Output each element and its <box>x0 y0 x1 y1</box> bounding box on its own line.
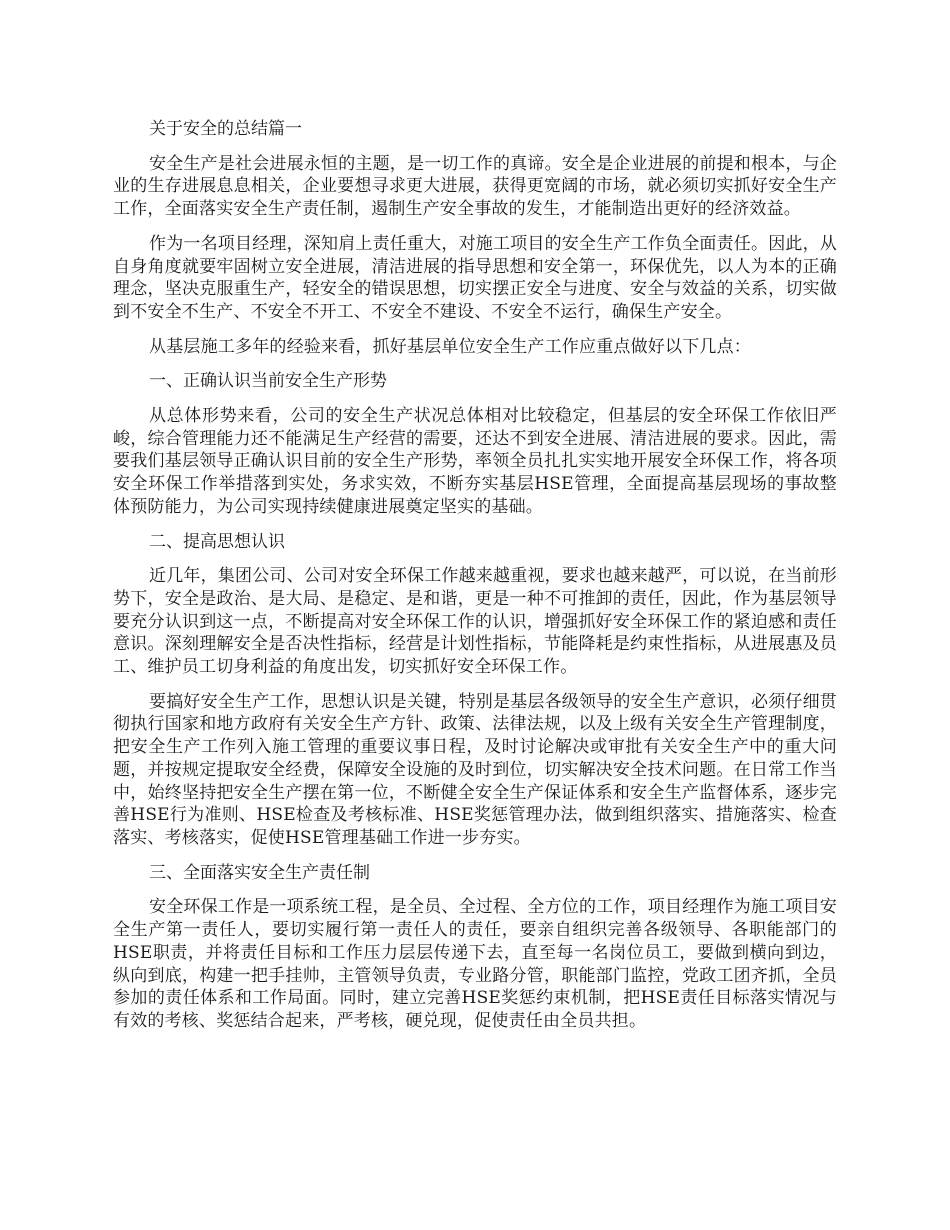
document-page <box>113 118 837 1045</box>
paragraph-2: 作为一名项目经理，深知肩上责任重大，对施工项目的安全生产工作负全面责任。因此，从自身角度就要牢固树立安全进展，清洁进展的指导思想和安全第一，环保优先，以人为本的正确理念，坚决克服重生产，轻安全的错误思想，切实摆正安全与进度、安全与效益的关系，切实做到不安全不生产、不安全不开工、不安全不建设、不安全不运行，确保生产安全。 <box>113 233 837 322</box>
document-title: 关于安全的总结篇一 <box>149 119 302 139</box>
paragraph-5: 近几年，集团公司、公司对安全环保工作越来越重视，要求也越来越严，可以说，在当前形势下，安全是政治、是大局、是稳定、是和谐，更是一种不可推卸的责任，因此，作为基层领导要充分认识到这一点，不断提高对安全环保工作的认识，增强抓好安全环保工作的紧迫感和责任意识。深刻理解安全是否决性指标，经营是计划性指标，节能降耗是约束性指标，从进展惠及员工、维护员工切身利益的角度出发，切实抓好安全环保工作。 <box>113 566 837 678</box>
paragraph-1: 安全生产是社会进展永恒的主题，是一切工作的真谛。安全是企业进展的前提和根本，与企业的生存进展息息相关，企业要想寻求更大进展，获得更宽阔的市场，就必须切实抓好安全生产工作，全面落实安全生产责任制，遏制生产安全事故的发生，才能制造出更好的经济效益。 <box>113 153 837 220</box>
paragraph-7: 安全环保工作是一项系统工程，是全员、全过程、全方位的工作，项目经理作为施工项目安全生产第一责任人，要切实履行第一责任人的责任，要亲自组织完善各级领导、各职能部门的HSE职责，并将责任目标和工作压力层层传递下去，直至每一名岗位员工，要做到横向到边，纵向到底，构建一把手挂帅，主管领导负责，专业路分管，职能部门监控，党政工团齐抓，全员参加的责任体系和工作局面。同时，建立完善HSE奖惩约束机制，把HSE责任目标落实情况与有效的考核、奖惩结合起来，严考核，硬兑现，促使责任由全员共担。 <box>113 897 837 1031</box>
paragraph-6: 要搞好安全生产工作，思想认识是关键，特别是基层各级领导的安全生产意识，必须仔细贯彻执行国家和地方政府有关安全生产方针、政策、法律法规，以及上级有关安全生产管理制度，把安全生产工作列入施工管理的重要议事日程，及时讨论解决或审批有关安全生产中的重大问题，并按规定提取安全经费，保障安全设施的及时到位，切实解决安全技术问题。在日常工作当中，始终坚持把安全生产摆在第一位，不断健全安全生产保证体系和安全生产监督体系，逐步完善HSE行为准则、HSE检查及考核标准、HSE奖惩管理办法，做到组织落实、措施落实、检查落实、考核落实，促使HSE管理基础工作进一步夯实。 <box>113 691 837 848</box>
section-heading-3: 三、全面落实安全生产责任制 <box>149 862 370 883</box>
paragraph-4: 从总体形势来看，公司的安全生产状况总体相对比较稳定，但基层的安全环保工作依旧严峻，综合管理能力还不能满足生产经营的需要，还达不到安全进展、清洁进展的要求。因此，需要我们基层领导正确认识目前的安全生产形势，率领全员扎扎实实地开展安全环保工作，将各项安全环保工作举措落到实处，务求实效，不断夯实基层HSE管理，全面提高基层现场的事故整体预防能力，为公司实现持续健康进展奠定坚实的基础。 <box>113 406 837 517</box>
paragraph-3: 从基层施工多年的经验来看，抓好基层单位安全生产工作应重点做好以下几点： <box>149 336 751 357</box>
section-heading-1: 一、正确认识当前安全生产形势 <box>149 371 387 392</box>
section-heading-2: 二、提高思想认识 <box>149 531 285 552</box>
